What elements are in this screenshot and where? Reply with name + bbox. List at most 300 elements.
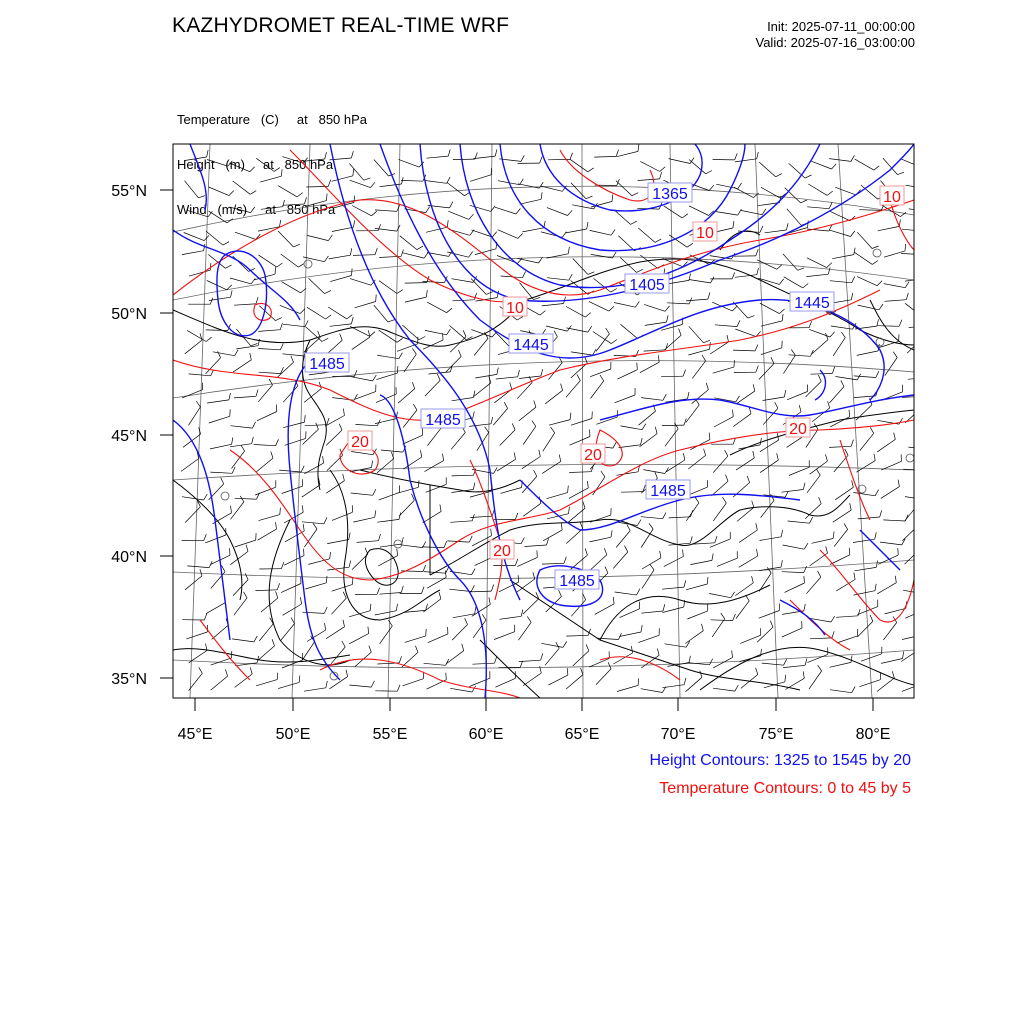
wind-barb-feather xyxy=(601,471,605,477)
wind-barb-feather xyxy=(655,427,657,434)
wind-barb-feather xyxy=(906,293,908,300)
wind-barb-feather xyxy=(684,678,686,685)
wind-barb xyxy=(902,526,918,541)
wind-barb-feather xyxy=(568,247,569,254)
field-temperature: Temperature (C) at 850 hPa xyxy=(177,112,368,127)
wind-barb-feather xyxy=(753,384,755,391)
wind-barb-feather xyxy=(658,355,659,362)
wind-barb-feather xyxy=(379,534,381,541)
wind-barb-feather xyxy=(447,220,448,227)
wind-barb xyxy=(835,487,853,500)
wind-barb xyxy=(520,199,542,204)
wind-barb xyxy=(403,253,424,258)
wind-barb xyxy=(381,450,403,452)
wind-barb-feather xyxy=(473,412,475,419)
wind-barb xyxy=(757,627,773,642)
wind-barb xyxy=(758,278,779,284)
wind-barb xyxy=(901,254,923,255)
wind-barb-feather xyxy=(804,543,808,549)
wind-barb-feather xyxy=(206,337,212,341)
wind-barb xyxy=(832,255,854,259)
wind-barb xyxy=(184,233,204,241)
wind-barb-feather xyxy=(779,279,783,285)
wind-barb-feather xyxy=(738,183,742,189)
wind-barb xyxy=(589,302,609,312)
wind-barb-feather xyxy=(641,625,642,632)
wind-barb xyxy=(426,227,447,232)
wind-barb-feather xyxy=(277,263,283,267)
wind-barb xyxy=(905,497,927,500)
wind-barb-feather xyxy=(736,396,740,402)
wind-barb-feather xyxy=(892,671,894,678)
wind-barb xyxy=(787,209,801,226)
wind-barb xyxy=(617,370,637,379)
wind-barb xyxy=(453,159,475,160)
wind-barb xyxy=(737,391,755,404)
wind-barb-feather xyxy=(210,298,213,305)
wind-barb-feather xyxy=(826,454,828,461)
wind-barb-feather xyxy=(804,566,807,572)
wind-barb xyxy=(761,187,780,198)
wind-barb-feather xyxy=(388,620,392,626)
wind-barb xyxy=(590,230,612,235)
wind-barb xyxy=(830,555,850,565)
wind-barb xyxy=(231,426,253,428)
wind-barb xyxy=(257,412,277,421)
wind-barb xyxy=(281,254,299,267)
wind-barb xyxy=(759,162,775,177)
wind-barb-feather xyxy=(875,532,877,539)
wind-barb xyxy=(614,303,635,308)
wind-barb xyxy=(690,560,712,564)
wind-barb-feather xyxy=(702,624,704,631)
wind-barb-feather xyxy=(663,394,666,400)
wind-barb xyxy=(380,184,402,187)
wind-barb xyxy=(760,460,778,473)
wind-barb xyxy=(712,619,725,637)
wind-barb-feather xyxy=(465,618,468,624)
wind-barb xyxy=(711,620,733,621)
wind-barb-feather xyxy=(196,401,200,407)
wind-barb xyxy=(619,445,641,448)
wind-barb-feather xyxy=(715,536,717,543)
wind-barb xyxy=(350,326,370,336)
wind-barb xyxy=(206,330,228,331)
wind-barb xyxy=(686,299,708,301)
wind-barb-feather xyxy=(245,573,248,579)
wind-barb-feather xyxy=(725,450,728,456)
wind-barb xyxy=(230,163,250,172)
wind-barb-feather xyxy=(927,183,931,189)
wind-barb xyxy=(234,598,247,616)
wind-barb-feather xyxy=(559,590,562,596)
wind-barb xyxy=(351,493,373,495)
wind-barb-feather xyxy=(251,207,255,213)
wind-barb-feather xyxy=(803,483,805,490)
wind-barb xyxy=(713,503,726,521)
wind-barb xyxy=(475,374,497,378)
wind-barb-feather xyxy=(721,613,725,619)
wind-barb-feather xyxy=(448,149,450,156)
wind-barb xyxy=(469,424,491,427)
wind-barb xyxy=(885,358,897,376)
wind-barb-feather xyxy=(291,356,294,363)
wind-barb-feather xyxy=(426,290,427,297)
wind-barb xyxy=(452,398,474,401)
wind-barb xyxy=(548,675,568,685)
wind-barb-feather xyxy=(325,291,331,294)
wind-barb-feather xyxy=(200,333,202,340)
wind-barb xyxy=(595,604,614,615)
wind-barb xyxy=(686,584,707,590)
wind-barb-feather xyxy=(280,220,281,227)
wind-barb-feather xyxy=(756,249,759,256)
wind-barb xyxy=(350,180,371,187)
wind-barb xyxy=(905,504,919,521)
wind-barb-feather xyxy=(372,211,377,216)
wind-barb-feather xyxy=(327,418,329,425)
wind-barb-feather xyxy=(446,673,447,680)
wind-barb-feather xyxy=(707,577,708,584)
wind-barb xyxy=(452,300,474,301)
wind-barb xyxy=(519,660,541,661)
wind-barb-feather xyxy=(281,169,282,176)
wind-barb-feather xyxy=(339,424,342,430)
wind-barb xyxy=(235,674,253,687)
wind-barb xyxy=(255,590,277,591)
wind-barb-feather xyxy=(328,235,332,241)
wind-barb xyxy=(331,598,346,614)
wind-barb xyxy=(787,392,807,400)
wind-barb-feather xyxy=(655,472,658,479)
wind-barb-feather xyxy=(370,332,375,337)
wind-barb xyxy=(806,381,822,397)
wind-barb-feather xyxy=(563,642,567,648)
wind-barb-feather xyxy=(399,353,403,359)
wind-barb xyxy=(565,229,587,233)
wind-barb-feather xyxy=(690,536,692,543)
wind-barb xyxy=(283,324,305,327)
wind-barb-feather xyxy=(570,413,571,420)
wind-barb xyxy=(809,671,822,689)
wind-barb xyxy=(639,411,656,425)
wind-barb xyxy=(689,280,711,283)
wind-barb xyxy=(205,535,226,543)
wind-barb xyxy=(571,352,593,355)
wind-barb-feather xyxy=(521,610,523,617)
wind-barb xyxy=(327,540,349,544)
wind-barb-feather xyxy=(616,150,618,157)
wind-barb xyxy=(547,278,569,281)
wind-barb xyxy=(258,385,272,402)
wind-barb xyxy=(566,635,588,636)
wind-barb-feather xyxy=(611,229,615,235)
wind-barb-feather xyxy=(927,272,929,279)
wind-barb xyxy=(901,649,919,661)
wind-barb-feather xyxy=(276,405,277,412)
wind-barb-feather xyxy=(375,510,376,517)
wind-barb xyxy=(352,206,371,216)
wind-barb xyxy=(428,428,442,445)
wind-barb-feather xyxy=(534,297,541,299)
wind-barb-feather xyxy=(293,244,299,247)
wind-barb xyxy=(399,500,414,516)
wind-barb xyxy=(357,541,379,543)
lon-label-70: 70°E xyxy=(660,726,696,743)
wind-barb xyxy=(470,175,491,182)
wind-barb-feather xyxy=(521,155,524,161)
wind-barb-feather xyxy=(791,350,795,356)
wind-barb xyxy=(209,416,230,423)
wind-barb-feather xyxy=(225,669,227,676)
lat-axis xyxy=(160,190,173,678)
wind-barb xyxy=(807,654,827,662)
wind-barb-feather xyxy=(204,534,207,541)
wind-barb xyxy=(332,512,352,520)
wind-barb xyxy=(905,185,927,189)
wind-barb-feather xyxy=(726,475,729,482)
wind-barb xyxy=(523,503,541,516)
wind-barb-feather xyxy=(605,567,608,573)
wind-barb-feather xyxy=(424,252,428,258)
wind-barb-feather xyxy=(777,265,782,270)
wind-barb xyxy=(542,461,561,473)
wind-barb xyxy=(909,326,931,328)
wind-barb xyxy=(883,520,905,521)
wind-barb xyxy=(661,376,683,377)
wind-barb-feather xyxy=(583,502,585,509)
wind-barb-feather xyxy=(378,224,381,231)
wind-barb-feather xyxy=(804,576,805,583)
wind-barb xyxy=(641,611,663,613)
wind-barb-feather xyxy=(712,554,713,561)
wind-barb-feather xyxy=(733,410,734,417)
wind-barb xyxy=(617,685,638,691)
wind-barb xyxy=(591,555,607,570)
lon-axis xyxy=(195,698,873,711)
wind-barb-feather xyxy=(588,168,594,172)
wind-barb-feather xyxy=(817,469,821,475)
wind-barb xyxy=(785,583,805,592)
lon-label-80: 80°E xyxy=(855,726,891,743)
wind-barb xyxy=(857,461,876,473)
wind-barb-feather xyxy=(832,164,837,169)
wind-barb-feather xyxy=(447,308,452,313)
wind-barb xyxy=(829,387,844,403)
wind-barb xyxy=(667,303,689,304)
wind-barb-feather xyxy=(569,274,572,280)
wind-barb-feather xyxy=(570,153,572,160)
wind-barb xyxy=(861,654,882,661)
wind-barb xyxy=(591,381,604,399)
wind-barb xyxy=(545,648,559,665)
wind-barb-feather xyxy=(637,269,643,272)
wind-barb-feather xyxy=(689,656,690,663)
wind-barb xyxy=(714,417,733,427)
wind-barb xyxy=(741,210,763,214)
wind-barb-feather xyxy=(305,415,306,422)
wind-barb xyxy=(901,159,921,168)
wind-barb-feather xyxy=(418,480,419,487)
wind-barb-feather xyxy=(343,409,344,416)
wind-barb-feather xyxy=(755,345,758,351)
wind-barb-feather xyxy=(803,284,808,288)
wind-barb-feather xyxy=(399,656,401,663)
wind-barb-feather xyxy=(872,246,879,249)
wind-barb xyxy=(812,539,834,544)
wind-barb-feather xyxy=(875,584,876,591)
wind-barb-feather xyxy=(613,442,616,448)
wind-barb xyxy=(187,566,209,568)
wind-barb xyxy=(304,688,326,691)
wind-barb xyxy=(853,493,875,496)
wind-barb-feather xyxy=(727,335,729,342)
wind-barb xyxy=(258,330,280,332)
wind-barb xyxy=(618,236,634,251)
wind-barb xyxy=(277,362,293,377)
wind-barb-feather xyxy=(702,355,706,361)
wind-barb xyxy=(760,303,779,313)
wind-barb xyxy=(278,231,293,247)
wind-barb-feather xyxy=(343,620,345,627)
wind-barb xyxy=(590,515,611,522)
wind-barb-feather xyxy=(809,321,812,328)
wind-barb-feather xyxy=(221,478,224,484)
wind-barb-feather xyxy=(747,476,749,483)
wind-barb-feather xyxy=(657,649,659,656)
wind-barb xyxy=(403,435,423,444)
wind-barb-feather xyxy=(874,454,875,461)
wind-barb-feather xyxy=(874,166,879,170)
wind-barb-feather xyxy=(541,192,542,199)
wind-barb xyxy=(857,607,878,615)
wind-barb xyxy=(908,377,930,379)
wind-barb xyxy=(615,395,636,403)
wind-barb xyxy=(641,517,663,519)
wind-barb xyxy=(783,254,798,270)
lon-label-60: 60°E xyxy=(468,726,504,743)
wind-barb xyxy=(181,459,199,472)
wind-barb-feather xyxy=(916,519,919,526)
wind-barb xyxy=(621,426,643,430)
wind-barb-feather xyxy=(704,449,706,456)
wind-barb-feather xyxy=(577,374,580,380)
height-legend: Height Contours: 1325 to 1545 by 20 xyxy=(649,752,911,769)
wind-barb-feather xyxy=(723,497,727,503)
wind-barb xyxy=(716,184,738,189)
wind-barb-feather xyxy=(218,351,221,357)
wind-barb xyxy=(256,680,277,686)
wind-barb-feather xyxy=(735,685,738,691)
wind-barb xyxy=(835,187,856,195)
wind-barb xyxy=(425,380,440,396)
wind-barb-feather xyxy=(695,497,699,503)
wind-barb-feather xyxy=(275,267,276,274)
wind-barb-feather xyxy=(588,326,592,332)
wind-barb xyxy=(380,626,393,644)
wind-barb-feather xyxy=(252,422,255,428)
wind-barb-feather xyxy=(547,538,549,545)
wind-barb xyxy=(234,304,256,305)
wind-barb xyxy=(761,321,782,326)
lon-label-65: 65°E xyxy=(564,726,600,743)
wind-barb xyxy=(717,558,737,566)
wind-barb xyxy=(493,408,507,425)
wind-barb xyxy=(305,425,327,426)
wind-barb-feather xyxy=(397,549,398,556)
wind-barb-feather xyxy=(703,340,710,342)
wind-barb xyxy=(783,665,805,667)
wind-barb-feather xyxy=(491,168,492,175)
wind-barb xyxy=(716,212,738,216)
wind-barb xyxy=(282,282,301,293)
wind-barb xyxy=(806,577,820,594)
wind-barb-feather xyxy=(250,191,256,195)
wind-barb xyxy=(692,361,705,379)
wind-barb-feather xyxy=(738,209,742,215)
wind-barb xyxy=(189,407,201,425)
wind-barb-feather xyxy=(851,231,855,237)
wind-barb xyxy=(616,531,630,548)
wind-barb xyxy=(686,677,703,691)
wind-barb-feather xyxy=(569,507,570,514)
wind-barb-feather xyxy=(757,152,759,159)
wind-barb xyxy=(807,475,820,493)
wind-barb xyxy=(909,209,931,211)
wind-barb xyxy=(375,611,397,615)
wind-barb xyxy=(282,660,303,668)
wind-barb xyxy=(759,573,771,591)
wind-barb xyxy=(591,254,613,258)
wind-barb xyxy=(470,205,491,211)
wind-barb-feather xyxy=(354,220,355,227)
wind-barb-feather xyxy=(277,673,278,680)
wind-barb xyxy=(571,183,586,199)
wind-barb xyxy=(546,326,567,331)
wind-barb-feather xyxy=(798,268,805,271)
wind-barb-feather xyxy=(732,650,733,657)
wind-barb xyxy=(573,258,588,274)
wind-barb xyxy=(547,493,568,499)
wind-barb xyxy=(709,594,731,598)
wind-barb xyxy=(307,630,326,642)
wind-barb-feather xyxy=(632,193,638,196)
wind-barb xyxy=(233,580,248,596)
wind-barb xyxy=(422,511,441,523)
wind-barb-feather xyxy=(281,562,284,569)
wind-barb-feather xyxy=(251,344,258,346)
wind-barb xyxy=(519,407,536,421)
wind-barb-feather xyxy=(852,687,855,693)
wind-barb xyxy=(571,419,592,426)
wind-barb-feather xyxy=(899,418,903,424)
wind-barb-feather xyxy=(276,591,278,598)
wind-barb xyxy=(332,227,354,231)
wind-barb-feather xyxy=(291,618,295,624)
wind-barb xyxy=(422,547,444,548)
wind-barb-feather xyxy=(898,480,899,487)
wind-barb-feather xyxy=(679,329,682,336)
wind-barb xyxy=(547,208,568,216)
wind-barb xyxy=(517,383,532,399)
wind-barb-feather xyxy=(250,353,252,360)
wind-barb xyxy=(453,614,475,618)
wind-barb-feather xyxy=(708,292,710,299)
wind-barb-feather xyxy=(232,437,233,444)
wind-barb-feather xyxy=(364,178,371,180)
wind-barb-feather xyxy=(396,604,397,611)
wind-barb xyxy=(762,663,784,665)
